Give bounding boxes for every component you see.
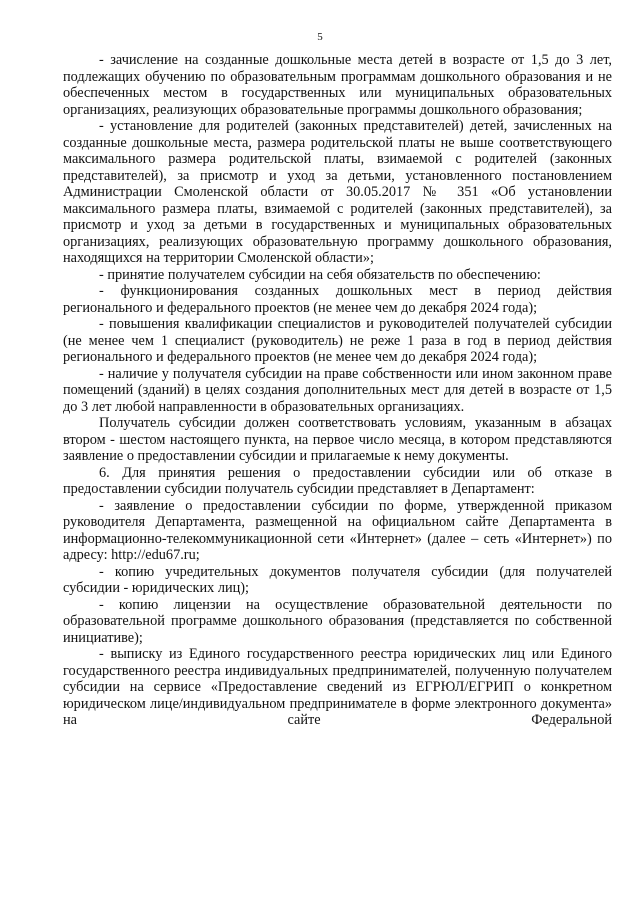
paragraph: - установление для родителей (законных представителей) детей, зачисленных на созданные дошкольные места, размера родительской платы не выше соответствующего максимального размера родительской платы, взимаемой с родителей (законных представителей), за присмотр и уход за детьми, установленного постановлением Администрации Смоленской области от 30.05.2017 № 351 «Об установлении максимального размера платы, взимаемой с родителей (законных представителей), за присмотр и уход за детьми в государственных и муниципальных образовательных организациях, реализующих образовательную программу дошкольного образования, находящихся на территории Смоленской области»;: [63, 118, 612, 266]
paragraph: - копию лицензии на осуществление образовательной деятельности по образовательной программе дошкольного образования (представляется по собственной инициативе);: [63, 596, 612, 646]
paragraph: - выписку из Единого государственного реестра юридических лиц или Единого государственного реестра индивидуальных предпринимателей, полученную получателем субсидии на сервисе «Предоставление сведений из ЕГРЮЛ/ЕГРИП о конкретном юридическом лице/индивидуальном предпринимателе в форме электронного документа» на сайте Федеральной: [63, 646, 612, 728]
paragraph: - повышения квалификации специалистов и руководителей получателей субсидии (не менее чем 1 специалист (руководитель) не реже 1 раза в год в период действия регионального и федерального проектов (не менее чем до декабря 2024 года);: [63, 316, 612, 365]
paragraph: - зачисление на созданные дошкольные места детей в возрасте от 1,5 до 3 лет, подлежащих обучению по образовательным программам дошкольного образования и не обеспеченных местом в государственных или муниципальных образовательных организациях, реализующих образовательные программы дошкольного образования;: [63, 52, 612, 118]
paragraph: - функционирования созданных дошкольных мест в период действия регионального и федерального проектов (не менее чем до декабря 2024 года);: [63, 283, 612, 316]
document-body: [63, 52, 612, 729]
page-number: 5: [317, 31, 323, 43]
paragraph: - наличие у получателя субсидии на праве собственности или ином законном праве помещений (зданий) в целях создания дополнительных мест для детей в возрасте от 1,5 до 3 лет любой направленности в образовательных организациях.: [63, 365, 612, 415]
paragraph: 6. Для принятия решения о предоставлении субсидии или об отказе в предоставлении субсидии получатель субсидии представляет в Департамент:: [63, 464, 612, 497]
paragraph: - копию учредительных документов получателя субсидии (для получателей субсидии - юридических лиц);: [63, 563, 612, 596]
paragraph: - заявление о предоставлении субсидии по форме, утвержденной приказом руководителя Департамента, размещенной на официальном сайте Департамента в информационно-телекоммуникационной сети «Интернет» (далее – сеть «Интернет») по адресу: http://edu67.ru;: [63, 497, 612, 563]
paragraph: Получатель субсидии должен соответствовать условиям, указанным в абзацах втором - шестом настоящего пункта, на первое число месяца, в котором представляются заявление о предоставлении субсидии и прилагаемые к нему документы.: [63, 415, 612, 464]
paragraph: - принятие получателем субсидии на себя обязательств по обеспечению:: [99, 266, 541, 283]
